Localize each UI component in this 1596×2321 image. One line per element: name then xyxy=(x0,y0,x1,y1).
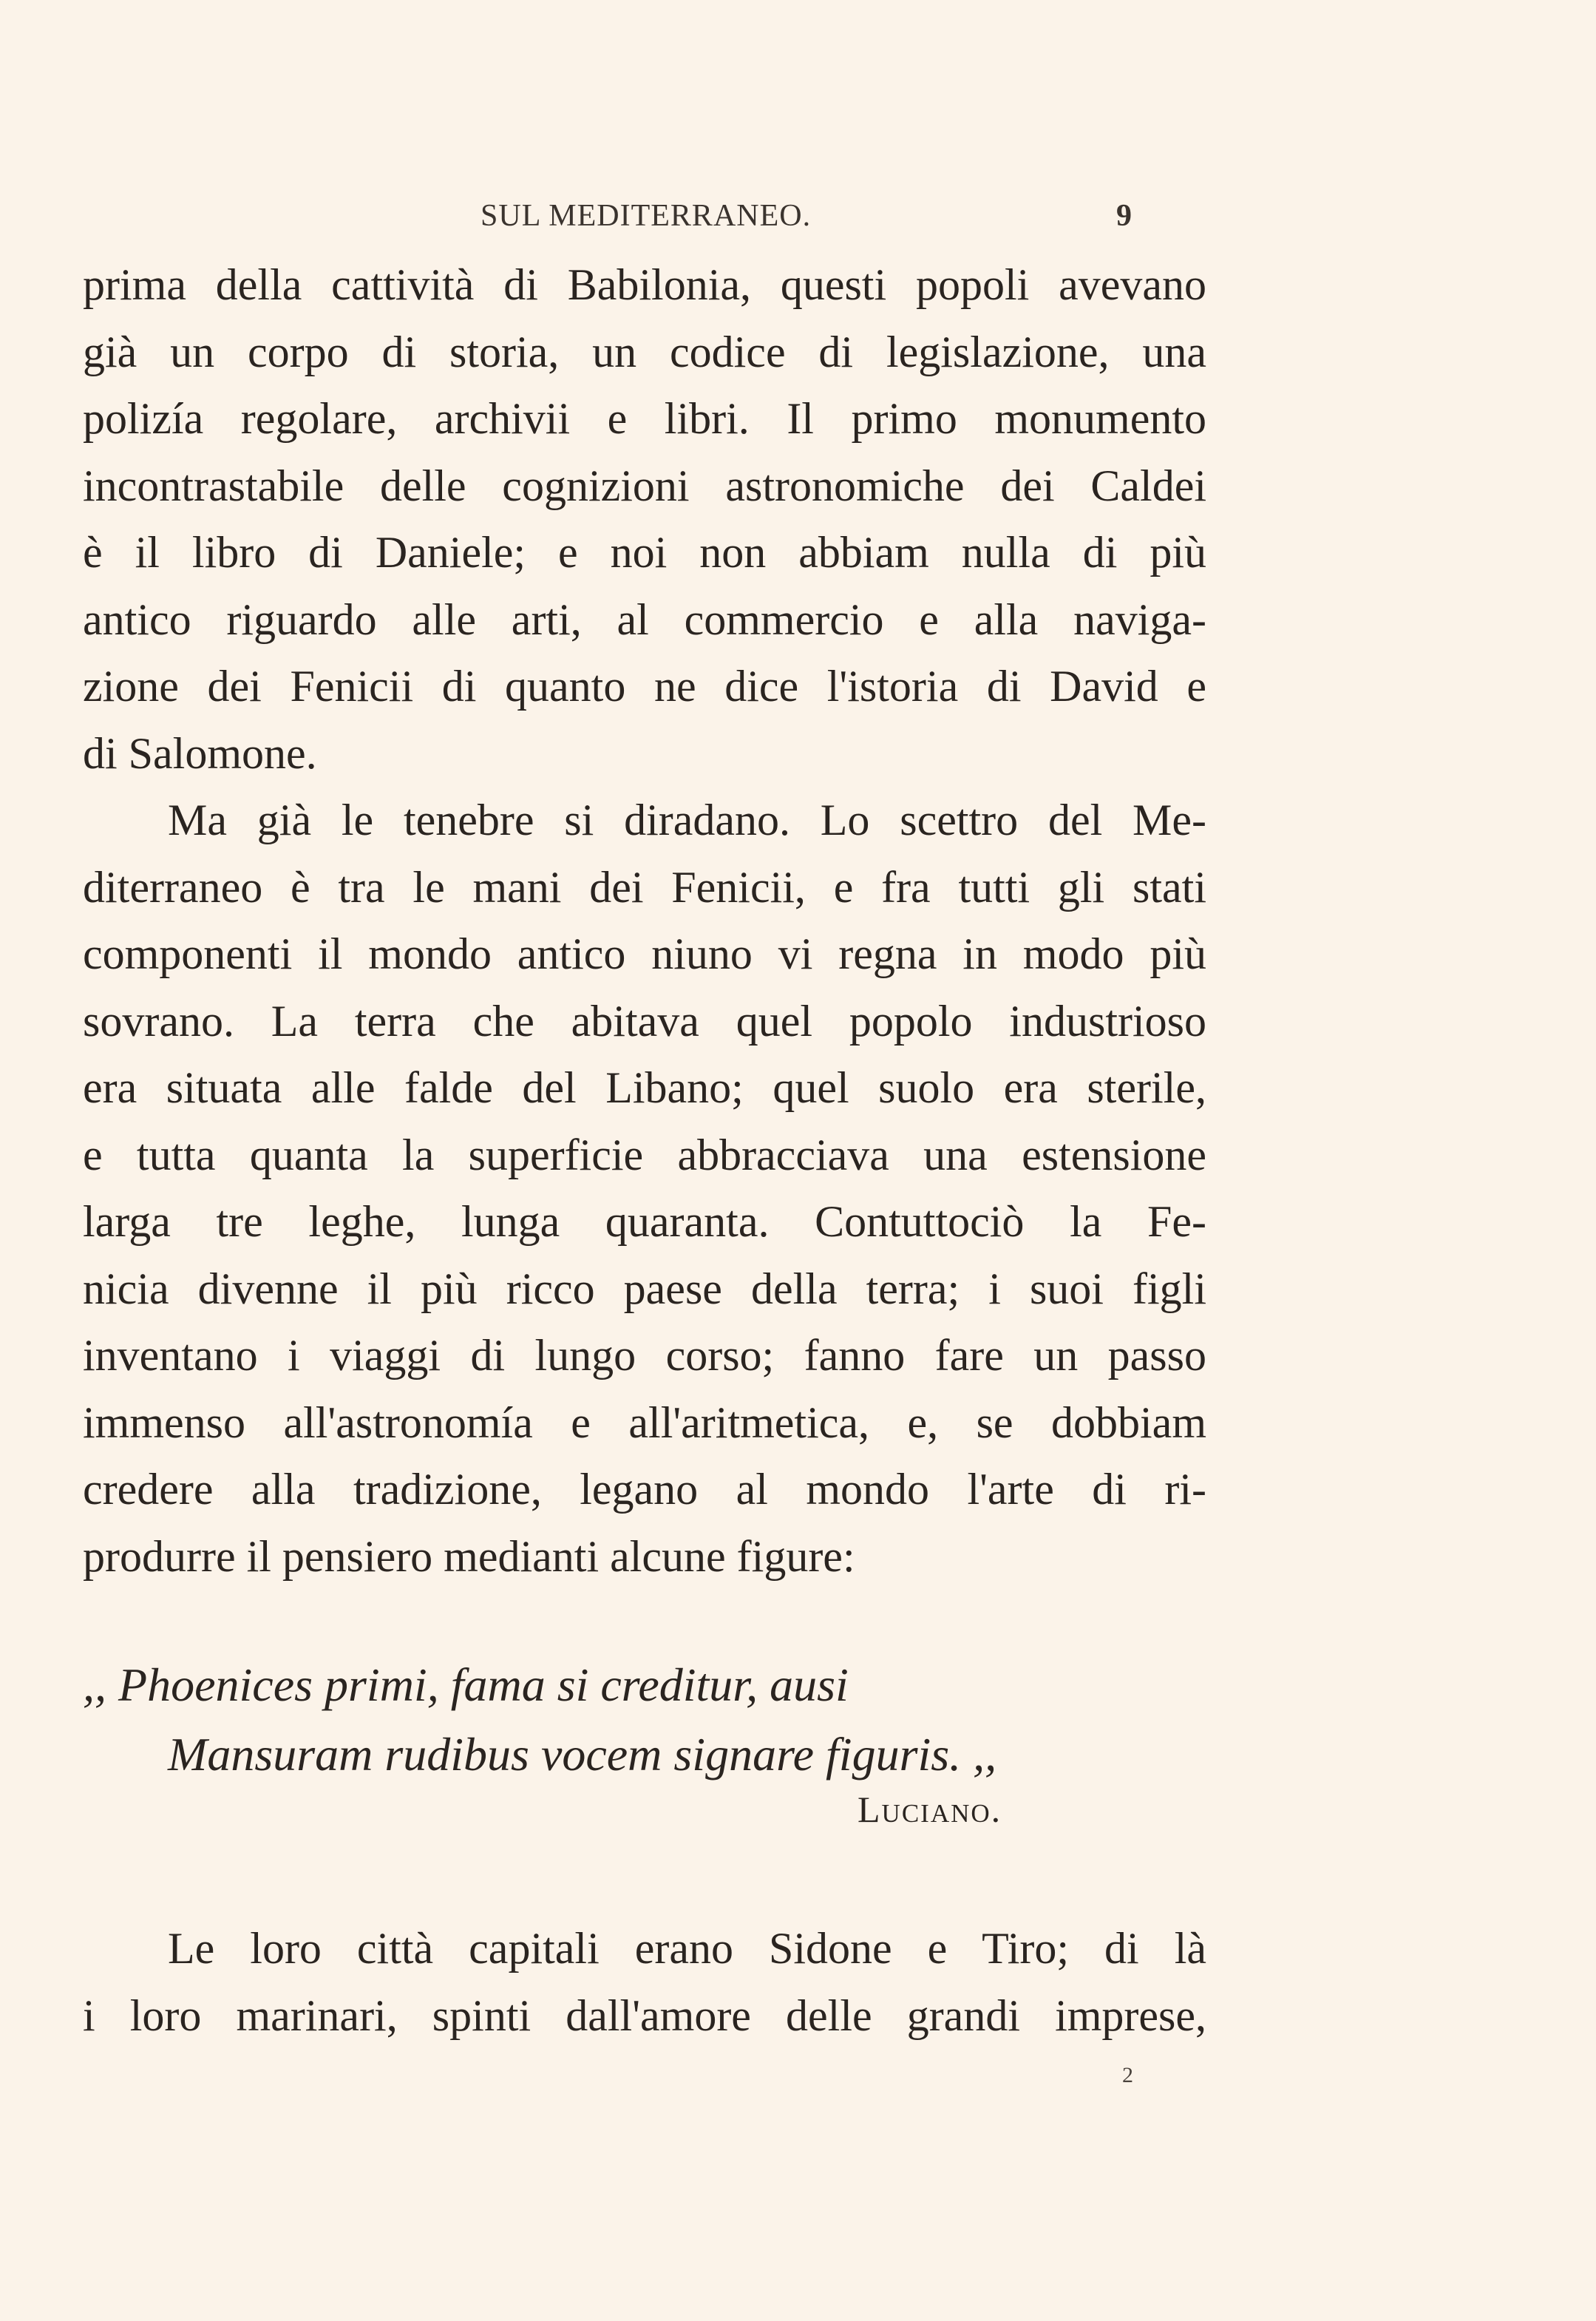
latin-quotation xyxy=(83,1650,1206,1789)
running-title: SUL MEDITERRANEO. xyxy=(481,199,812,233)
text-line: nicia divenne il più ricco paese della terra; i suoi figli xyxy=(83,1264,1206,1313)
text-line: prima della cattività di Babilonia, questi popoli avevano xyxy=(83,260,1206,309)
text-line: Le loro città capitali erano Sidone e Tiro; di là xyxy=(168,1924,1206,1973)
quote-line: Mansuram rudibus vocem signare figuris. ,, xyxy=(168,1728,997,1780)
quote-attribution: Luciano. xyxy=(858,1789,1002,1830)
page-number: 9 xyxy=(1116,199,1132,233)
text-line: era situata alle falde del Libano; quel suolo era sterile, xyxy=(83,1063,1206,1112)
text-line: e tutta quanta la superficie abbracciava una estensione xyxy=(83,1130,1206,1179)
text-line: sovrano. La terra che abitava quel popolo industrioso xyxy=(83,996,1206,1046)
text-line: zione dei Fenicii di quanto ne dice l'istoria di David e xyxy=(83,662,1206,711)
text-line: componenti il mondo antico niuno vi regna in modo più xyxy=(83,929,1206,978)
text-line: incontrastabile delle cognizioni astronomiche dei Caldei xyxy=(83,461,1206,510)
text-line: di Salomone. xyxy=(83,728,317,778)
text-line: inventano i viaggi di lungo corso; fanno fare un passo xyxy=(83,1331,1206,1380)
text-line: è il libro di Daniele; e noi non abbiam nulla di più xyxy=(83,528,1206,577)
main-text xyxy=(83,251,1206,1590)
main-text-continued xyxy=(83,1915,1206,2049)
text-line: antico riguardo alle arti, al commercio e alla naviga- xyxy=(83,594,1206,644)
text-line: Ma già le tenebre si diradano. Lo scettro del Me- xyxy=(168,796,1206,844)
text-line: larga tre leghe, lunga quaranta. Contuttociò la Fe- xyxy=(83,1197,1206,1246)
text-line: già un corpo di storia, un codice di legislazione, una xyxy=(83,327,1206,376)
text-line: credere alla tradizione, legano al mondo l'arte di ri- xyxy=(83,1465,1206,1514)
signature-mark: 2 xyxy=(1122,2063,1133,2087)
text-line: diterraneo è tra le mani dei Fenicii, e fra tutti gli stati xyxy=(83,862,1206,912)
quote-line: ,, Phoenices primi, fama si creditur, ausi xyxy=(83,1658,849,1711)
text-line: produrre il pensiero medianti alcune figure: xyxy=(83,1531,855,1581)
text-line: i loro marinari, spinti dall'amore delle grandi imprese, xyxy=(83,1990,1206,2040)
text-line: immenso all'astronomía e all'aritmetica, e, se dobbiam xyxy=(83,1397,1206,1447)
text-line: polizía regolare, archivii e libri. Il primo monumento xyxy=(83,394,1206,443)
